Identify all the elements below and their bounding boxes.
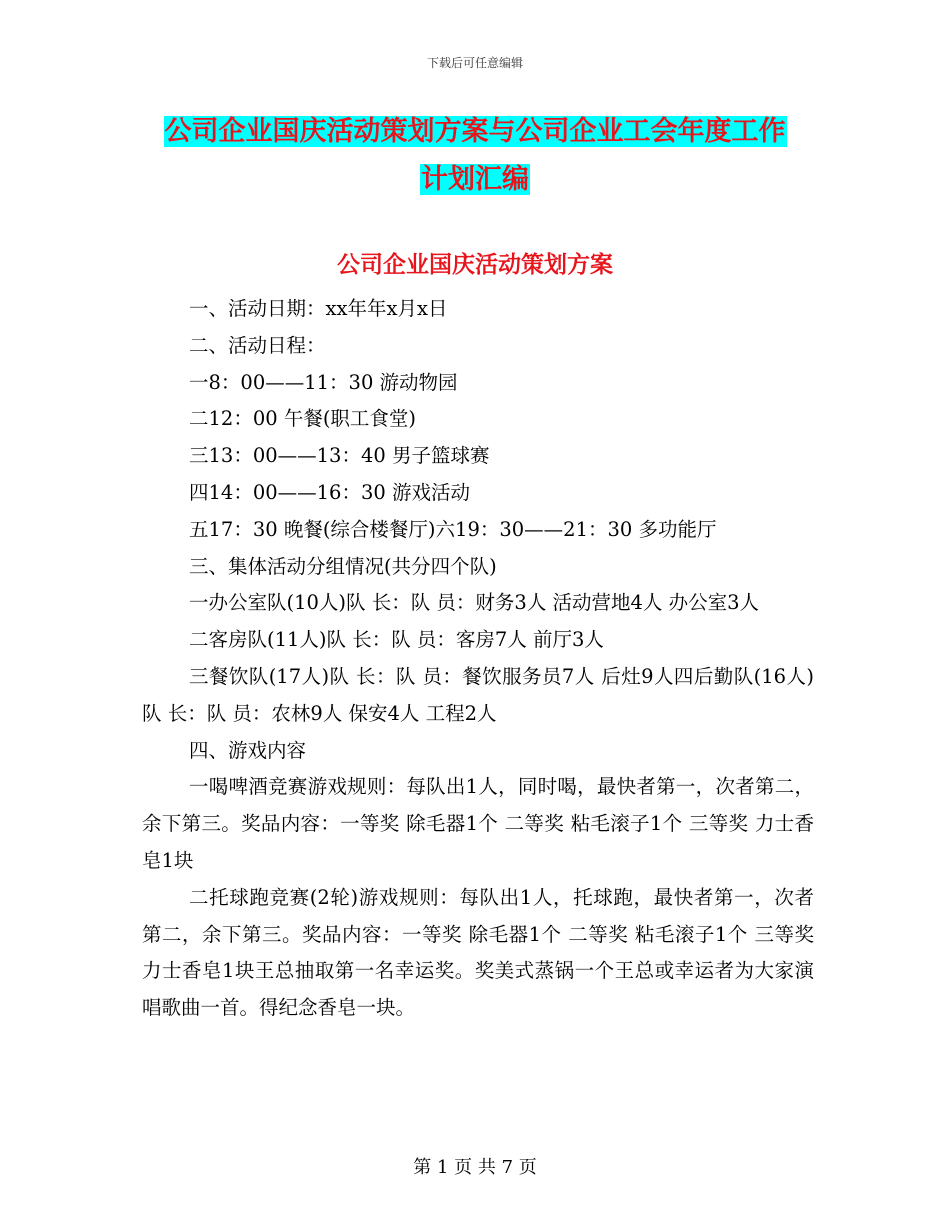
paragraph: 一8：00——11：30 游动物园 <box>189 370 458 394</box>
paragraph: 一、活动日期：xx年年x月x日 <box>189 297 448 320</box>
paragraph: 三、集体活动分组情况(共分四个队) <box>189 554 497 578</box>
paragraph: 三餐饮队(17人)队 长：队 员：餐饮服务员7人 后灶9人四后勤队(16人)队 长：队 员：农林9人 保安4人 工程2人 <box>142 664 814 725</box>
paragraph: 二12：00 午餐(职工食堂) <box>189 407 417 431</box>
paragraph: 四14：00——16：30 游戏活动 <box>189 480 470 504</box>
document-title-line-1: 公司企业国庆活动策划方案与公司企业工会年度工作 <box>164 116 786 147</box>
paragraph: 二托球跑竞赛(2轮)游戏规则：每队出1人，托球跑，最快者第一，次者第二，余下第三。奖品内容：一等奖 除毛器1个 二等奖 粘毛滚子1个 三等奖 力士香皂1块王总抽取第一名幸运奖。奖美式蒸锅一个王总或幸运者为大家演唱歌曲一首。得纪念香皂一块。 <box>142 885 814 1020</box>
section-title: 公司企业国庆活动策划方案 <box>337 251 613 278</box>
paragraph: 二、活动日程： <box>189 333 326 357</box>
document-title <box>0 108 950 204</box>
paragraph: 三13：00——13：40 男子篮球赛 <box>189 444 490 468</box>
paragraph: 二客房队(11人)队 长：队 员：客房7人 前厅3人 <box>189 628 604 652</box>
document-body <box>142 291 814 1027</box>
paragraph: 五17：30 晚餐(综合楼餐厅)六19：30——21：30 多功能厅 <box>189 517 717 541</box>
paragraph: 一喝啤酒竞赛游戏规则：每队出1人，同时喝，最快者第一，次者第二，余下第三。奖品内容：一等奖 除毛器1个 二等奖 粘毛滚子1个 三等奖 力士香皂1块 <box>142 775 814 872</box>
document-title-line-2: 计划汇编 <box>421 164 529 195</box>
paragraph: 四、游戏内容 <box>189 738 307 762</box>
page-footer: 第 1 页 共 7 页 <box>413 1157 537 1178</box>
header-note: 下载后可任意编辑 <box>426 56 523 70</box>
paragraph: 一办公室队(10人)队 长：队 员：财务3人 活动营地4人 办公室3人 <box>189 591 760 615</box>
